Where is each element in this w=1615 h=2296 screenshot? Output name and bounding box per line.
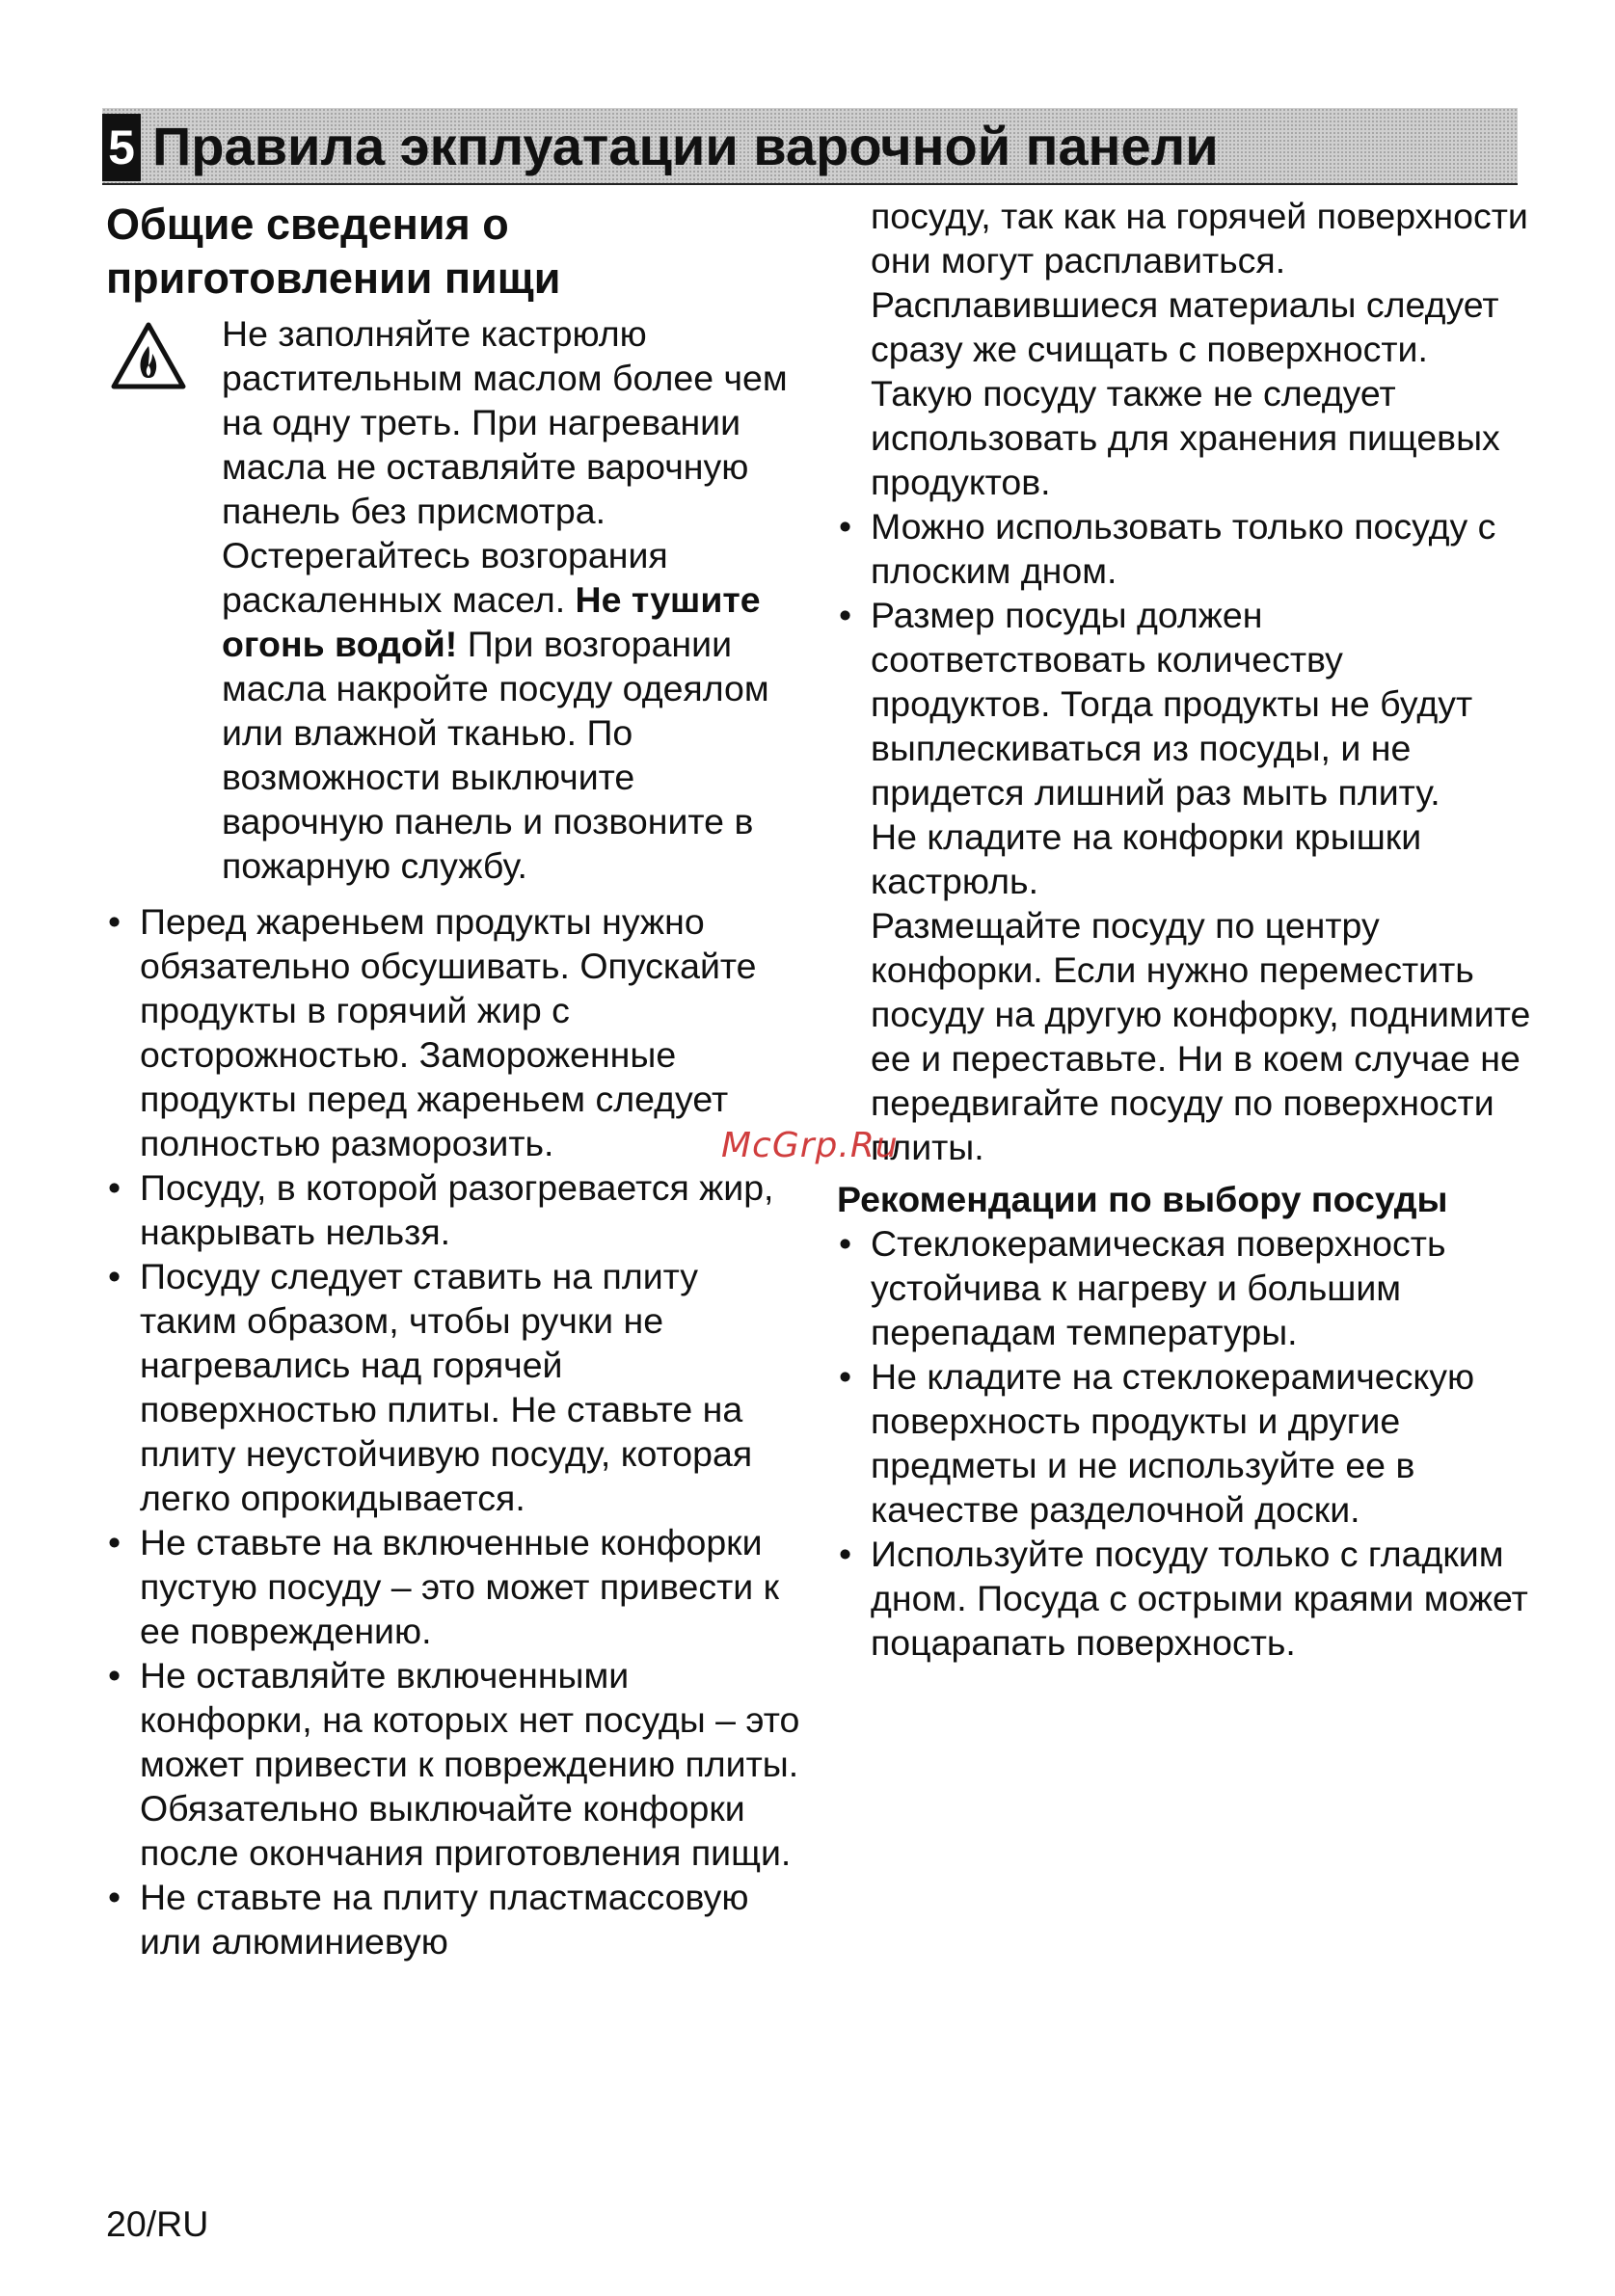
warning-text: Не заполняйте кастрюлю растительным маслом более чем на одну треть. При нагревании масла не оставляйте варочную панель без присмотра. Остерегайтесь возгорания раскаленных масел. Не тушите огонь водой! При возгорании масла накройте посуду одеялом или влажной тканью. По возможности выключите варочную панель и позвоните в пожарную службу. (222, 313, 788, 886)
list-item: • Не кладите на стеклокерамическую поверхность продукты и другие предметы и не используйте ее в качестве разделочной доски. (837, 1354, 1531, 1532)
watermark: McGrp.Ru (721, 1126, 899, 1165)
list-item: • Не оставляйте включенными конфорки, на которых нет посуды – это может привести к повреждению плиты. Обязательно выключайте конфорки после окончания приготовления пищи. (106, 1653, 800, 1875)
section-header (102, 108, 1518, 185)
list-item: • Не ставьте на включенные конфорки пустую посуду – это может привести к ее повреждению. (106, 1520, 800, 1653)
cooking-bullet-list (106, 899, 800, 1963)
fire-warning-icon (110, 321, 187, 390)
right-column (837, 194, 1531, 1665)
warning-bold-text: Не тушите огонь водой! (222, 579, 761, 664)
center-placement-paragraph: Размещайте посуду по центру конфорки. Если нужно переместить посуду на другую конфорку, поднимите ее и переставьте. Ни в коем случае не передвигайте посуду по поверхности плиты. (871, 905, 1531, 1167)
recommendations-bullet-list (837, 1221, 1531, 1665)
continuation-paragraph: посуду, так как на горячей поверхности они могут расплавиться. (871, 196, 1528, 280)
page-number: 20/RU (106, 2203, 209, 2244)
storage-paragraph: Такую посуду также не следует использовать для хранения пищевых продуктов. (871, 373, 1500, 502)
list-item: • Размер посуды должен соответствовать количеству продуктов. Тогда продукты не будут выплескиваться из посуды, и не придется лишний раз мыть плиту. (837, 593, 1531, 814)
oil-fire-warning (106, 311, 800, 888)
list-item: • Можно использовать только посуду с плоским дном. (837, 504, 1531, 593)
cookware-bullet-list (837, 504, 1531, 814)
general-info-heading: Общие сведения о приготовлении пищи (106, 200, 561, 303)
list-item: • Стеклокерамическая поверхность устойчива к нагреву и большим перепадам температуры. (837, 1221, 1531, 1354)
cookware-recommendations-heading: Рекомендации по выбору посуды (837, 1179, 1448, 1219)
left-column (106, 198, 800, 1963)
list-item: • Не ставьте на плиту пластмассовую или алюминиевую (106, 1875, 800, 1963)
list-item: • Посуду следует ставить на плиту таким образом, чтобы ручки не нагревались над горячей поверхностью плиты. Не ставьте на плиту неустойчивую посуду, которая легко опрокидывается. (106, 1254, 800, 1520)
section-title: Правила экплуатации варочной панели (152, 116, 1219, 176)
list-item: • Перед жареньем продукты нужно обязательно обсушивать. Опускайте продукты в горячий жир с осторожностью. Замороженные продукты перед жареньем следует полностью разморозить. (106, 899, 800, 1165)
melted-materials-paragraph: Расплавившиеся материалы следует сразу же счищать с поверхности. (871, 284, 1499, 369)
list-item: • Посуду, в которой разогревается жир, накрывать нельзя. (106, 1165, 800, 1254)
section-number-badge: 5 (102, 114, 141, 181)
lids-paragraph: Не кладите на конфорки крышки кастрюль. (871, 816, 1422, 901)
list-item: • Используйте посуду только с гладким дном. Посуда с острыми краями может поцарапать поверхность. (837, 1532, 1531, 1665)
